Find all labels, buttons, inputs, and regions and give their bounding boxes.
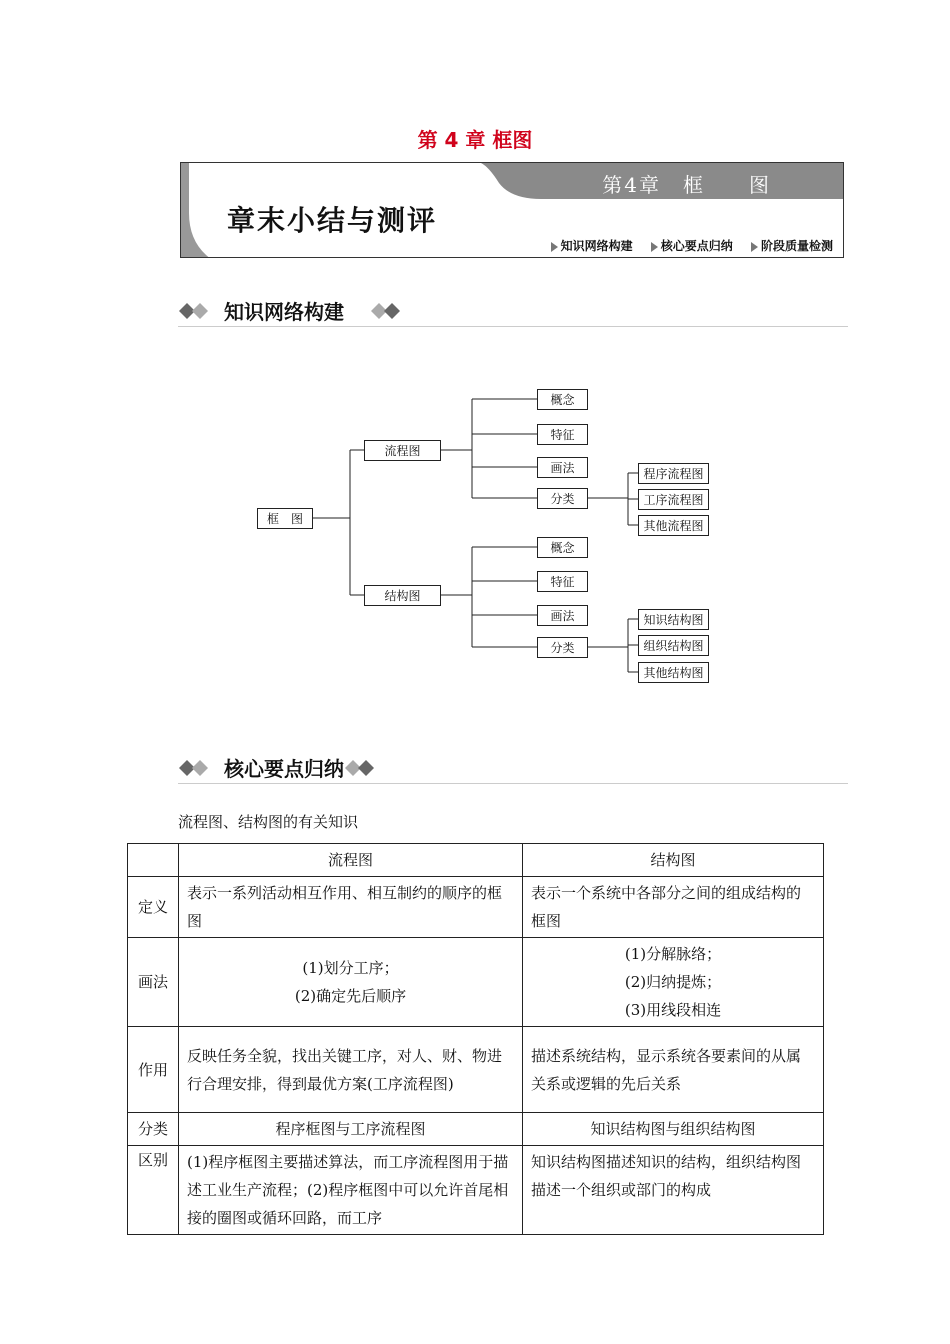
step-text: (2)确定先后顺序: [294, 987, 407, 1005]
flow-cell: [179, 938, 523, 1027]
step-text: (2)归纳提炼；: [624, 973, 722, 991]
node-flow-drawing: 画法: [537, 457, 588, 478]
node-other-structure: 其他结构图: [638, 662, 709, 683]
node-program-flowchart: 程序流程图: [638, 463, 709, 484]
step-text: (3)用线段相连: [624, 1001, 722, 1019]
header-cell: [128, 844, 179, 877]
banner-chapter: 第4章 框 图: [602, 173, 771, 197]
diamond-icon: [178, 759, 218, 777]
structure-cell: 描述系统结构，显示系统各要素间的从属关系或逻辑的先后关系: [523, 1027, 824, 1113]
node-structure-drawing: 画法: [537, 605, 588, 626]
table-row: [128, 938, 824, 1027]
node-flow-category: 分类: [537, 488, 588, 509]
page-title: 第 4 章 框图: [417, 128, 533, 152]
table-row: [128, 877, 824, 938]
node-structure-feature: 特征: [537, 571, 588, 592]
structure-cell: 表示一个系统中各部分之间的组成结构的框图: [523, 877, 824, 938]
node-structure-category: 分类: [537, 637, 588, 658]
node-process-flowchart: 工序流程图: [638, 489, 709, 510]
section-title: 核心要点归纳: [224, 757, 344, 781]
nav-item-test[interactable]: 阶段质量检测: [751, 239, 833, 253]
section-title: 知识网络构建: [224, 300, 344, 324]
node-flow-concept: 概念: [537, 389, 588, 410]
step-text: (1)划分工序；: [302, 959, 399, 977]
table-row: [128, 1027, 824, 1113]
node-flow-feature: 特征: [537, 424, 588, 445]
structure-cell: 知识结构图与组织结构图: [523, 1113, 824, 1146]
table-row: [128, 1146, 824, 1235]
table-header-row: [128, 844, 824, 877]
header-cell: 流程图: [179, 844, 523, 877]
node-structure-concept: 概念: [537, 537, 588, 558]
nav-item-network[interactable]: 知识网络构建: [551, 239, 633, 253]
flow-cell: 表示一系列活动相互作用、相互制约的顺序的框图: [179, 877, 523, 938]
structure-cell: 知识结构图描述知识的结构，组织结构图描述一个组织或部门的构成: [523, 1146, 824, 1235]
table-caption: 流程图、结构图的有关知识: [178, 813, 359, 831]
section-heading-core: [178, 753, 848, 784]
header-cell: 结构图: [523, 844, 824, 877]
node-other-flowchart: 其他流程图: [638, 515, 709, 536]
banner-main-title: 章末小结与测评: [227, 204, 438, 237]
node-flow: 流程图: [364, 440, 441, 461]
flow-cell: (1)程序框图主要描述算法，而工序流程图用于描述工业生产流程；(2)程序框图中可以允许首尾相接的圈图或循环回路，而工序: [179, 1146, 523, 1235]
row-label: 作用: [128, 1027, 179, 1113]
table-row: [128, 1113, 824, 1146]
flow-cell: 程序框图与工序流程图: [179, 1113, 523, 1146]
flow-cell: 反映任务全貌，找出关键工序，对人、财、物进行合理安排，得到最优方案(工序流程图): [179, 1027, 523, 1113]
diamond-icon: [344, 759, 384, 777]
node-organization-structure: 组织结构图: [638, 635, 709, 656]
node-knowledge-structure: 知识结构图: [638, 609, 709, 630]
row-label: 定义: [128, 877, 179, 938]
step-text: (1)分解脉络；: [624, 945, 722, 963]
node-structure: 结构图: [364, 585, 441, 606]
nav-item-core[interactable]: 核心要点归纳: [651, 239, 733, 253]
comparison-table: [127, 843, 824, 1235]
structure-cell: [523, 938, 824, 1027]
row-label: 分类: [128, 1113, 179, 1146]
node-root: 框 图: [257, 508, 313, 529]
row-label: 区别: [128, 1146, 179, 1235]
row-label: 画法: [128, 938, 179, 1027]
